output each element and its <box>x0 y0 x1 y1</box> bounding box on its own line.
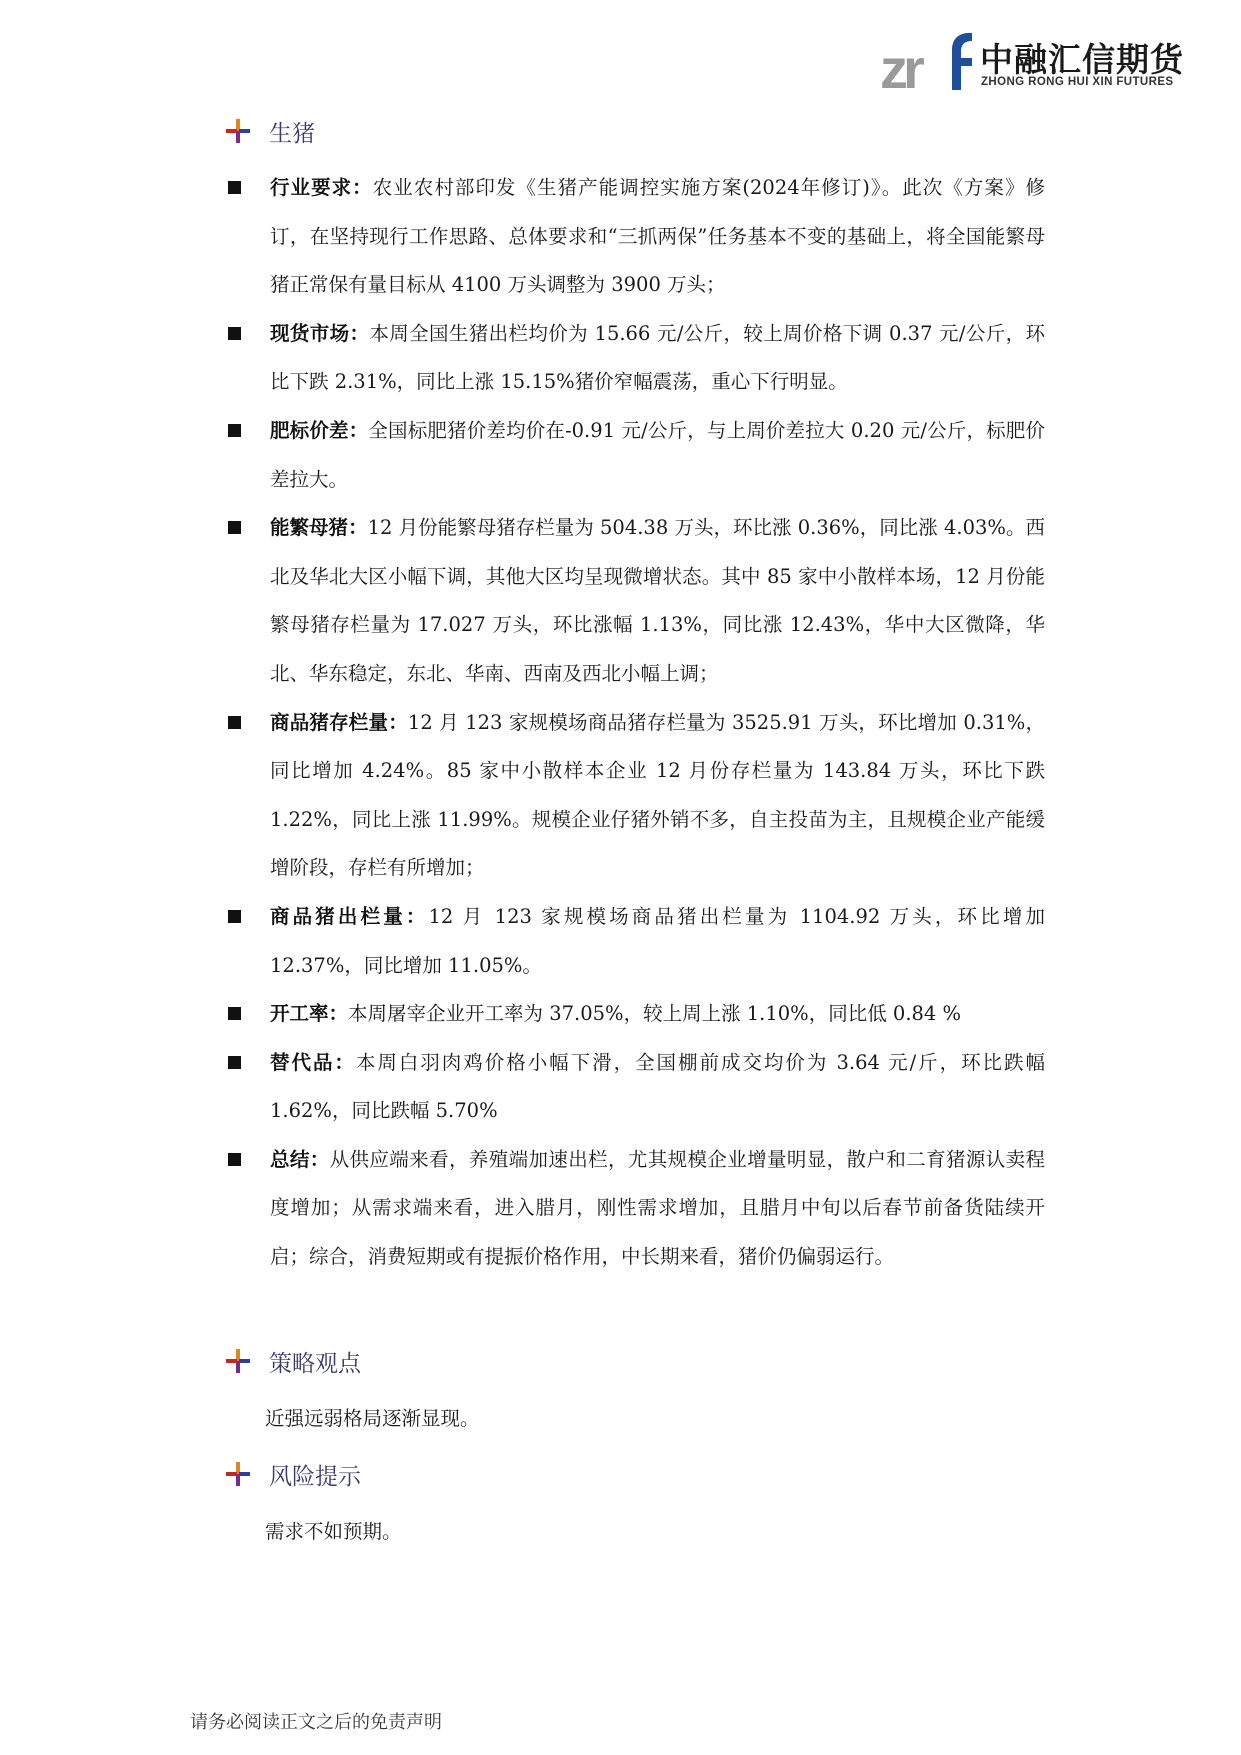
item-text: 全国标肥猪价差均价在-0.91 元/公斤，与上周价差拉大 0.20 元/公斤，标肥价差拉大。 <box>270 418 1045 491</box>
logo-english-name: ZHONG RONG HUI XIN FUTURES <box>981 76 1174 88</box>
item-label: 总结： <box>270 1147 330 1171</box>
list-item <box>225 164 1045 310</box>
list-item <box>225 504 1045 698</box>
list-item <box>225 1136 1045 1282</box>
item-label: 现货市场： <box>270 321 370 345</box>
company-logo <box>880 28 1184 94</box>
risk-text: 需求不如预期。 <box>265 1520 402 1543</box>
section-marker-icon <box>225 1461 251 1487</box>
section-marker-icon <box>225 118 251 144</box>
list-item <box>225 990 1045 1039</box>
section-title: 风险提示 <box>269 1463 361 1490</box>
item-label: 肥标价差： <box>270 418 369 442</box>
item-text: 本周屠宰企业开工率为 37.05%，较上周上涨 1.10%，同比低 0.84 % <box>348 1002 962 1026</box>
logo-chinese-name: 中融汇信期货 <box>980 40 1184 79</box>
square-bullet-icon <box>228 1007 241 1020</box>
section-title: 策略观点 <box>269 1350 361 1377</box>
section-heading-strategy <box>225 1344 361 1378</box>
section-heading-risk <box>225 1457 361 1491</box>
item-text: 12 月 123 家规模场商品猪存栏量为 3525.91 万头，环比增加 0.31%，同比增加 4.24%。85 家中小散样本企业 12 月份存栏量为 143.84 万头，环比下跌 1.22%，同比上涨 11.99%。规模企业仔猪外销不多，自主投苗为主，且规模企业产能缓增阶段，存栏有所增加； <box>270 710 1045 880</box>
section-title: 生猪 <box>269 120 315 147</box>
item-text: 农业农村部印发《生猪产能调控实施方案(2024年修订)》。此次《方案》修订，在坚持现行工作思路、总体要求和“三抓两保”任务基本不变的基础上，将全国能繁母猪正常保有量目标从 4100 万头调整为 3900 万头； <box>270 176 1045 297</box>
item-text: 从供应端来看，养殖端加速出栏，尤其规模企业增量明显，散户和二育猪源认卖程度增加；从需求端来看，进入腊月，刚性需求增加，且腊月中旬以后春节前备货陆续开启；综合，消费短期或有提振价格作用，中长期来看，猪价仍偏弱运行。 <box>270 1147 1045 1269</box>
item-text: 12 月份能繁母猪存栏量为 504.38 万头，环比涨 0.36%，同比涨 4.03%。西北及华北大区小幅下调，其他大区均呈现微增状态。其中 85 家中小散样本场，12 月份能繁母猪存栏量为 17.027 万头，环比涨幅 1.13%，同比涨 12.43%，华中大区微降，华北、华东稳定，东北、华南、西南及西北小幅上调； <box>270 516 1045 685</box>
list-item <box>225 699 1045 893</box>
item-label: 能繁母猪： <box>270 516 368 540</box>
list-item <box>225 407 1045 504</box>
square-bullet-icon <box>228 716 241 729</box>
list-item <box>225 1039 1045 1136</box>
square-bullet-icon <box>228 424 241 437</box>
item-text: 12 月 123 家规模场商品猪出栏量为 1104.92 万头，环比增加 12.37%，同比增加 11.05%。 <box>270 904 1045 977</box>
square-bullet-icon <box>228 1056 241 1069</box>
bullet-list <box>225 164 1045 1282</box>
section-heading-hogs <box>225 114 315 148</box>
square-bullet-icon <box>228 910 241 923</box>
square-bullet-icon <box>228 327 241 340</box>
square-bullet-icon <box>228 1153 241 1166</box>
item-label: 商品猪存栏量： <box>270 710 408 734</box>
item-text: 本周全国生猪出栏均价为 15.66 元/公斤，较上周价格下调 0.37 元/公斤，环比下跌 2.31%，同比上涨 15.15%猪价窄幅震荡，重心下行明显。 <box>270 321 1045 394</box>
svg-text:zr: zr <box>880 37 920 94</box>
item-text: 本周白羽肉鸡价格小幅下滑，全国棚前成交均价为 3.64 元/斤，环比跌幅 1.62%，同比跌幅 5.70% <box>270 1050 1045 1123</box>
item-label: 开工率： <box>270 1002 349 1026</box>
list-item <box>225 893 1045 990</box>
section-marker-icon <box>225 1348 251 1374</box>
item-label: 行业要求： <box>270 176 373 199</box>
item-label: 商品猪出栏量： <box>270 904 429 928</box>
square-bullet-icon <box>228 181 241 194</box>
strategy-text: 近强远弱格局逐渐显现。 <box>265 1407 480 1430</box>
square-bullet-icon <box>228 521 241 534</box>
zrf-logo-mark-icon <box>880 28 980 94</box>
footer-disclaimer: 请务必阅读正文之后的免责声明 <box>190 1712 442 1733</box>
list-item <box>225 310 1045 407</box>
item-label: 替代品： <box>270 1050 356 1074</box>
